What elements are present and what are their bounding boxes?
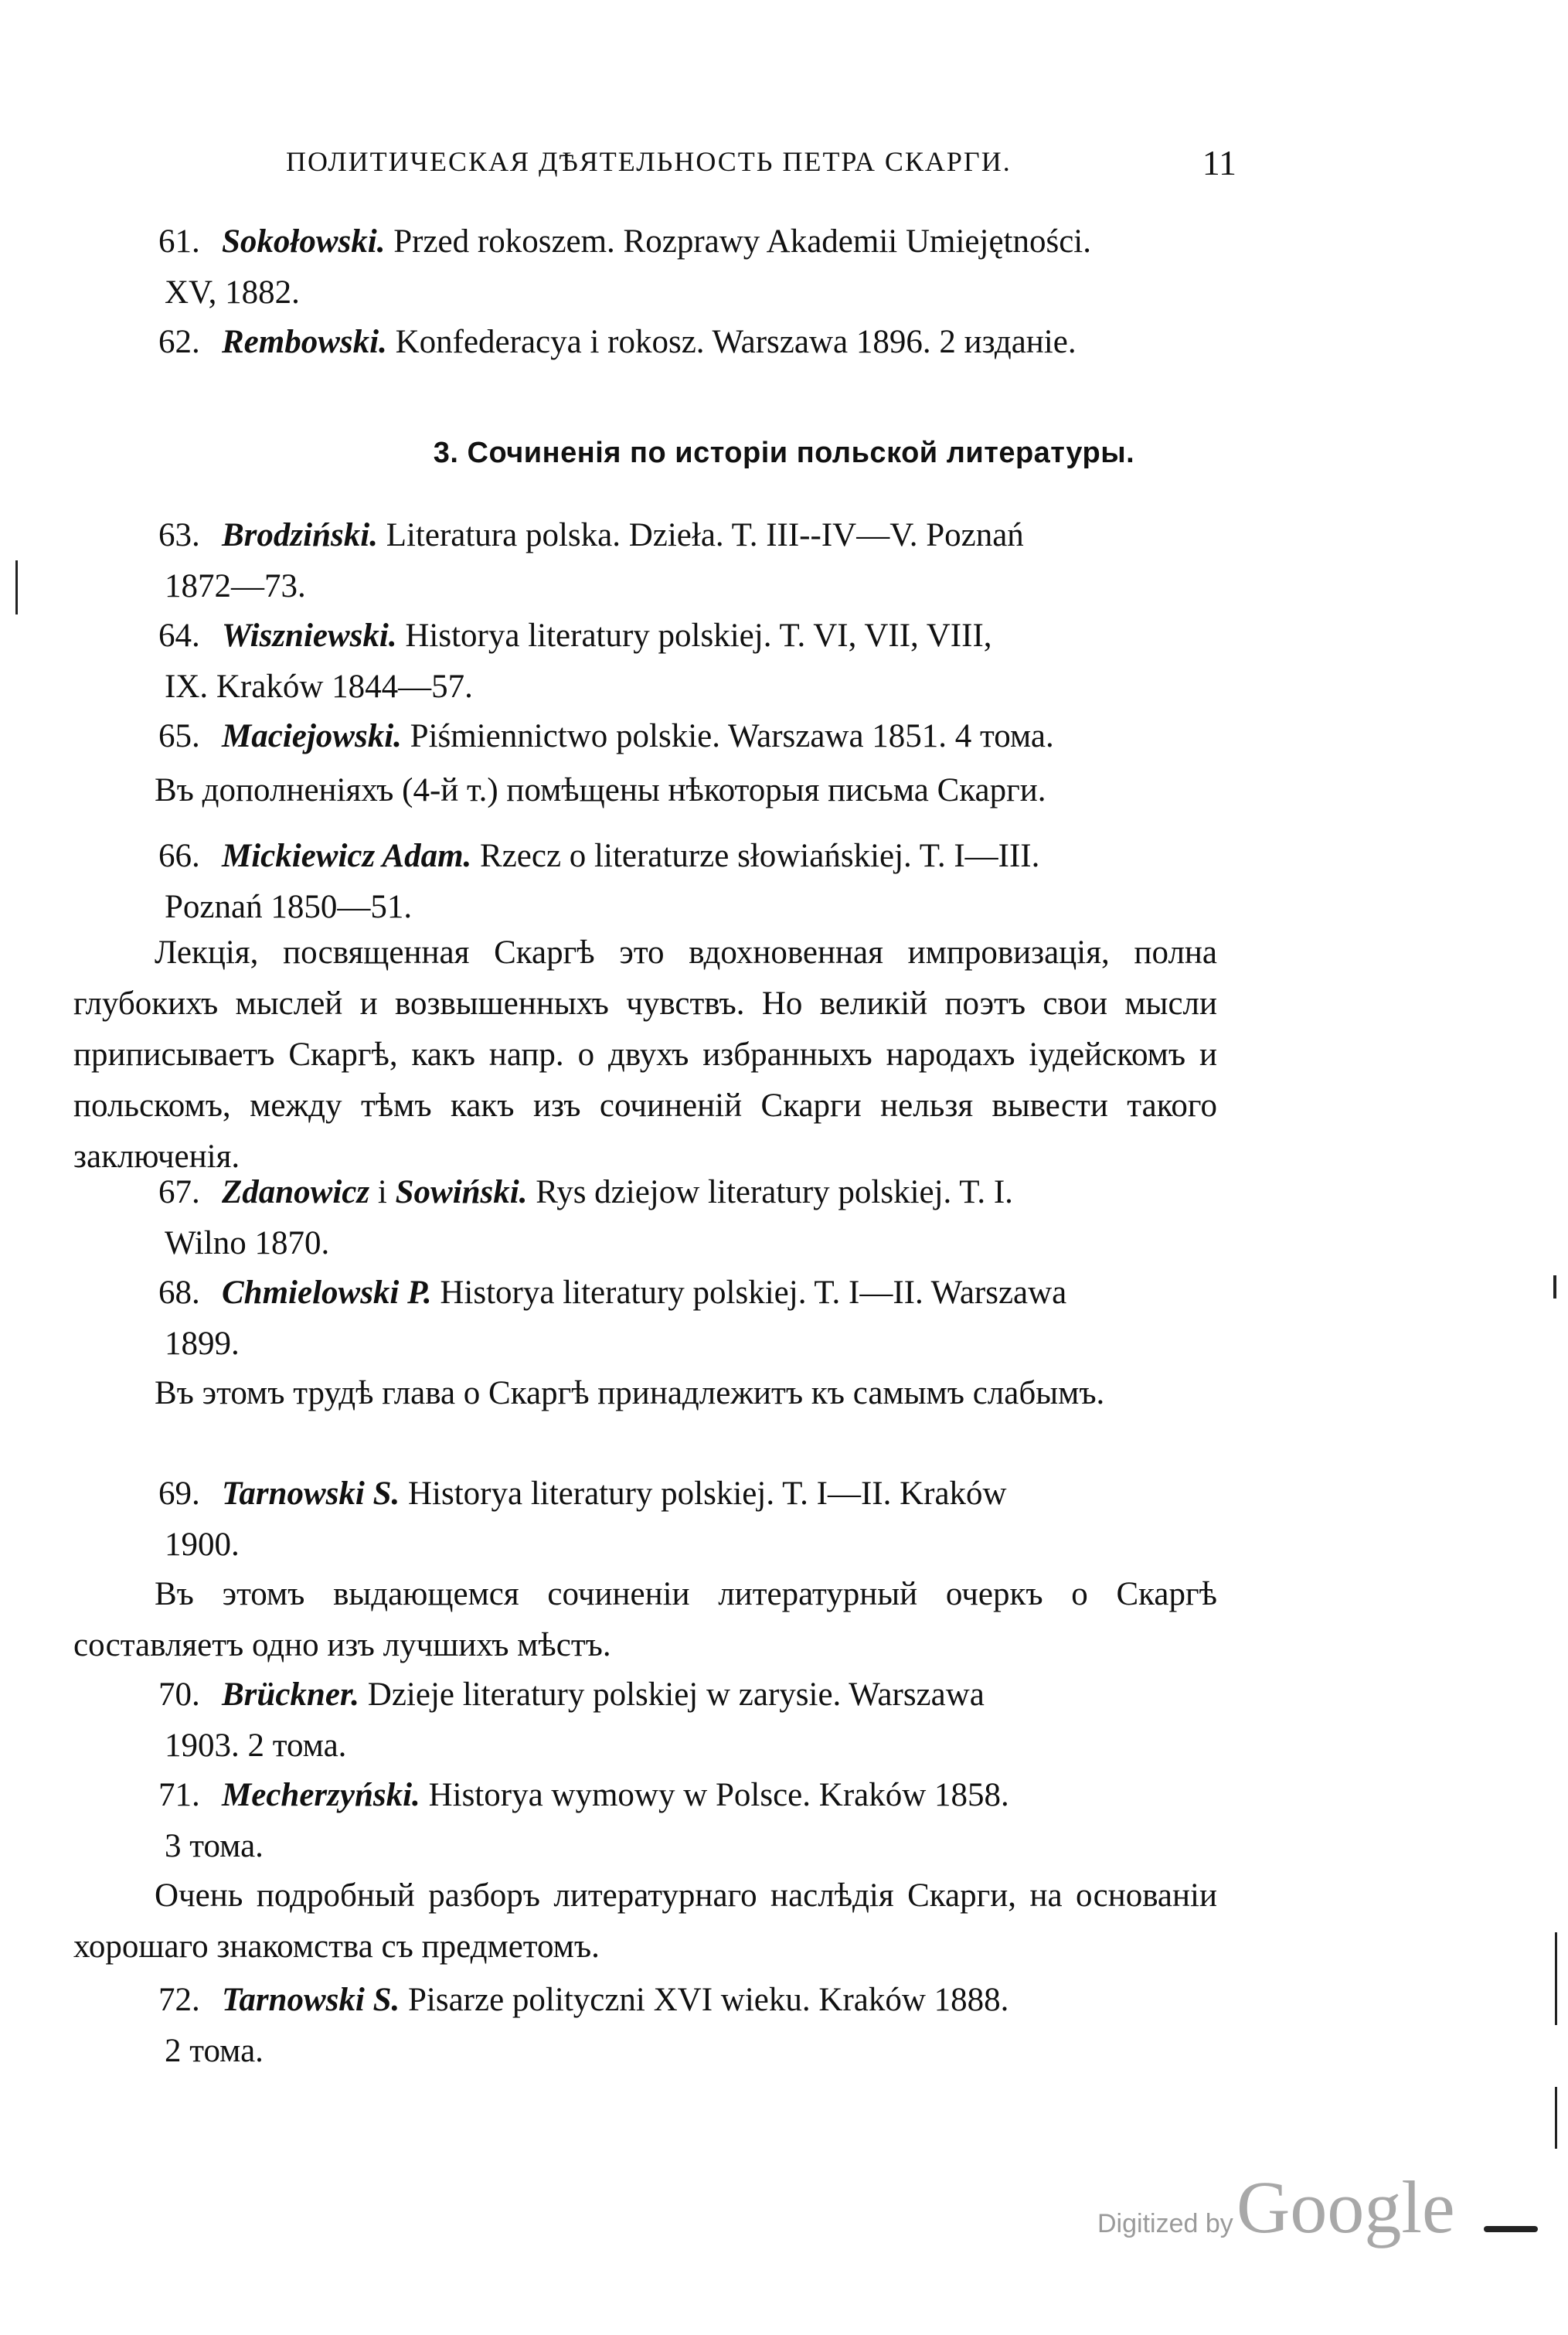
entry-number: 67. — [158, 1174, 200, 1210]
page-number: 11 — [1202, 143, 1236, 182]
note-paragraph: Въ этомъ трудѣ глава о Скаргѣ принадлежитъ къ самымъ слабымъ. — [155, 1375, 1105, 1411]
watermark-brand: Google — [1236, 2166, 1455, 2248]
bib-entry-64 — [158, 611, 1209, 713]
note-paragraph: Въ этомъ выдающемся сочиненіи литературный очеркъ о Скаргѣ составляетъ одно изъ лучшихъ мѣстъ. — [73, 1576, 1217, 1663]
entry-author: Mecherzyński. — [222, 1777, 420, 1813]
entry-author: Tarnowski S. — [222, 1476, 400, 1512]
bib-entry-62 — [158, 317, 1209, 368]
running-title: ПОЛИТИЧЕСКАЯ ДѢЯТЕЛЬНОСТЬ ПЕТРА СКАРГИ. — [286, 146, 1012, 177]
entry-continuation: Poznań 1850—51. — [165, 889, 413, 925]
entry-text: Rys dziejow literatury polskiej. T. I. — [527, 1174, 1013, 1210]
entry-continuation: 1872—73. — [165, 568, 306, 604]
digitized-watermark — [1097, 2164, 1455, 2249]
entry-author: Tarnowski S. — [222, 1982, 400, 2018]
entry-continuation: Wilno 1870. — [165, 1225, 330, 1261]
entry-continuation: 1903. 2 тома. — [165, 1727, 347, 1764]
entry-number: 70. — [158, 1676, 200, 1713]
entry-author-2: Sowiński. — [395, 1174, 528, 1210]
watermark-prefix: Digitized by — [1097, 2209, 1233, 2238]
entry-text: Pisarze polityczni XVI wieku. Kraków 1888. — [400, 1982, 1009, 2018]
note-paragraph: Очень подробный разборъ литературнаго наслѣдія Скарги, на основаніи хорошаго знакомства съ предметомъ. — [73, 1877, 1217, 1965]
bib-entry-65 — [158, 711, 1209, 762]
entry-number: 63. — [158, 517, 200, 553]
entry-text: Historya literatury polskiej. T. I—II. Kraków — [400, 1476, 1007, 1512]
entry-text: Piśmiennictwo polskie. Warszawa 1851. 4 тома. — [401, 718, 1054, 754]
entry-number: 69. — [158, 1476, 200, 1512]
entry-text: Dzieje literatury polskiej w zarysie. Warszawa — [359, 1676, 985, 1713]
entry-text: Historya literatury polskiej. T. VI, VII, VIII, — [396, 618, 992, 654]
entry-continuation: IX. Kraków 1844—57. — [165, 669, 473, 705]
entry-text: Konfederacya i rokosz. Warszawa 1896. 2 изданіе. — [386, 324, 1077, 360]
bib-entry-70 — [158, 1670, 1209, 1772]
entry-text: Historya literatury polskiej. T. I—II. Warszawa — [431, 1275, 1067, 1311]
entry-author: Zdanowicz — [222, 1174, 370, 1210]
bib-entry-63 — [158, 510, 1209, 612]
entry-number: 65. — [158, 718, 200, 754]
entry-author: Brodziński. — [222, 517, 378, 553]
entry-author: Chmielowski P. — [222, 1275, 432, 1311]
entry-number: 62. — [158, 324, 200, 360]
entry-number: 71. — [158, 1777, 200, 1813]
scan-edge-mark — [1484, 2226, 1538, 2232]
note-paragraph: Лекція, посвященная Скаргѣ это вдохновенная импровизація, полна глубокихъ мыслей и возвышенныхъ чувствъ. Но великій поэтъ свои мысли приписываетъ Скаргѣ, какъ напр. о двухъ избранныхъ народахъ іудейскомъ и польскомъ, между тѣмъ какъ изъ сочиненій Скарги нельзя вывести такого заключенія. — [73, 934, 1217, 1175]
entry-text: Historya wymowy w Polsce. Kraków 1858. — [420, 1777, 1009, 1813]
entry-author: Brückner. — [222, 1676, 360, 1713]
entry-author: Rembowski. — [222, 324, 387, 360]
entry-continuation: 1899. — [165, 1326, 240, 1362]
entry-connector: i — [369, 1174, 396, 1210]
running-header — [286, 145, 1236, 192]
scan-edge-mark — [1555, 2087, 1557, 2149]
note-paragraph: Въ дополненіяхъ (4-й т.) помѣщены нѣкоторыя письма Скарги. — [155, 772, 1046, 808]
scan-edge-mark — [1555, 1932, 1557, 2025]
entry-number: 64. — [158, 618, 200, 654]
bib-entry-61 — [158, 216, 1209, 318]
entry-number: 66. — [158, 838, 200, 874]
entry-number: 61. — [158, 223, 200, 260]
entry-author: Wiszniewski. — [222, 618, 397, 654]
scan-edge-mark — [15, 560, 18, 614]
entry-author: Mickiewicz Adam. — [222, 838, 472, 874]
entry-continuation: 1900. — [165, 1527, 240, 1563]
scan-edge-mark — [1553, 1275, 1556, 1299]
entry-text: Literatura polska. Dzieła. T. III--IV—V. Poznań — [377, 517, 1024, 553]
entry-continuation: XV, 1882. — [165, 274, 300, 311]
entry-continuation: 2 тома. — [165, 2033, 264, 2069]
entry-text: Przed rokoszem. Rozprawy Akademii Umiejętności. — [385, 223, 1092, 260]
entry-continuation: 3 тома. — [165, 1828, 264, 1864]
bib-entry-69 — [158, 1469, 1209, 1571]
bib-entry-72 — [158, 1975, 1209, 2077]
entry-author: Sokołowski. — [222, 223, 386, 260]
section-heading: 3. Сочиненія по исторіи польской литературы. — [433, 437, 1135, 469]
entry-author: Maciejowski. — [222, 718, 402, 754]
bib-entry-67 — [158, 1167, 1209, 1269]
bib-entry-71 — [158, 1770, 1209, 1872]
entry-text: Rzecz o literaturze słowiańskiej. T. I—III. — [471, 838, 1040, 874]
entry-number: 72. — [158, 1982, 200, 2018]
bib-entry-66 — [158, 831, 1209, 933]
entry-number: 68. — [158, 1275, 200, 1311]
bib-entry-68 — [158, 1268, 1209, 1370]
